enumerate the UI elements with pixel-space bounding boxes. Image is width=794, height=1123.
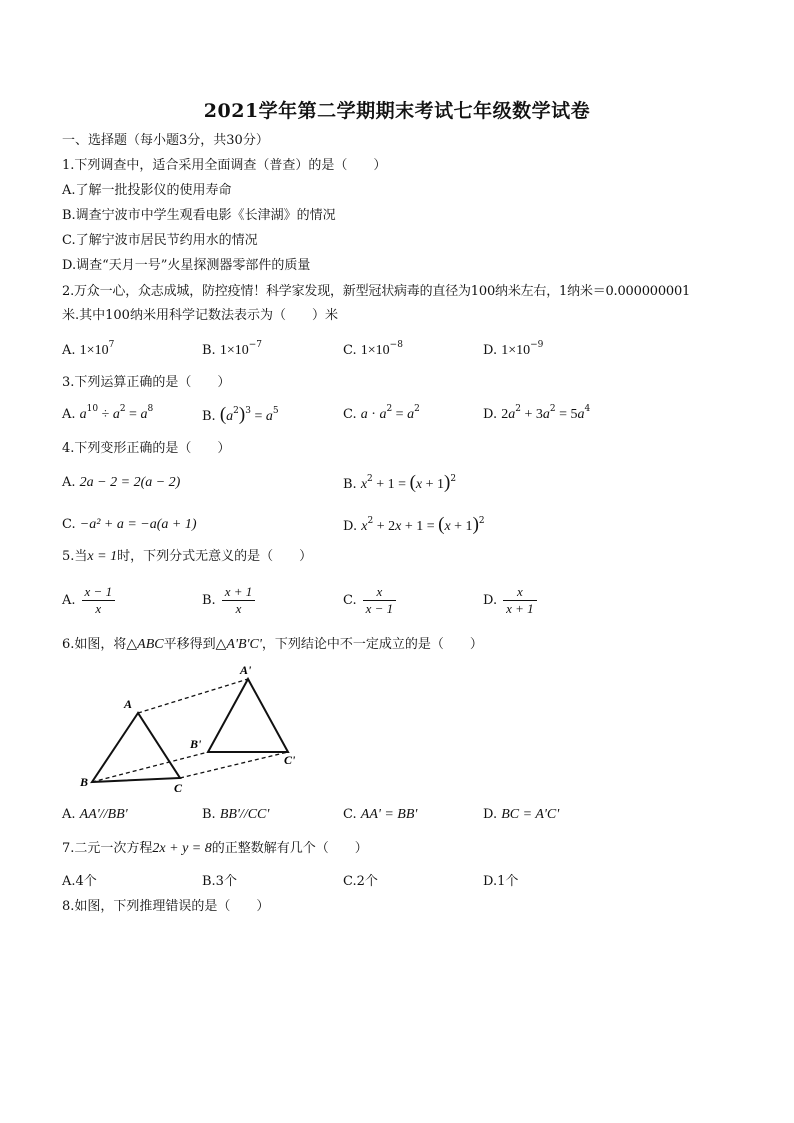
dashed-line-cc (180, 752, 288, 778)
label-a: A (124, 697, 133, 711)
q2-stem-line2: 米.其中100纳米用科学记数法表示为（ ）米 (62, 308, 338, 323)
triangle-abc (92, 713, 180, 782)
q6-stem: 6.如图，将△ABC平移得到△A'B'C'，下列结论中不一定成立的是（ ） (62, 637, 483, 652)
label-b: B (80, 775, 89, 789)
q2-option-a: A. $1\times 10^7$ (62, 340, 115, 358)
q5-option-d: D. $\frac{x}{x + 1}$ (483, 584, 537, 617)
q4-option-b: B. $x^2 + 1 = (x + 1)^2$ (343, 472, 457, 493)
label-c-prime: C' (284, 753, 296, 767)
q2-stem-line1: 2.万众一心，众志成城，防控疫情！科学家发现，新型冠状病毒的直径为100纳米左右，1纳米＝0.000000001 (62, 284, 691, 299)
label-b-prime: B' (190, 737, 202, 751)
q1-option-c: C.了解宁波市居民节约用水的情况 (62, 233, 258, 248)
q6-option-d: D. BC = A'C' (483, 807, 560, 822)
q2-option-c: C. $1\times 10^{-8}$ (343, 340, 403, 358)
q5-option-a: A. $\frac{x - 1}{x}$ (62, 584, 115, 617)
q2-option-b: B. $1\times 10^{-7}$ (202, 340, 263, 358)
section-heading: 一、选择题（每小题3分，共30分） (62, 133, 269, 148)
q1-option-b: B.调查宁波市中学生观看电影《长津湖》的情况 (62, 208, 336, 223)
q1-stem: 1.下列调查中，适合采用全面调查（普查）的是（ ） (62, 158, 387, 173)
translation-figure (70, 660, 330, 800)
q7-stem: 7.二元一次方程2x + y = 8的正整数解有几个（ ） (62, 841, 368, 856)
q4-option-d: D. $x^2 + 2x + 1 = (x + 1)^2$ (343, 514, 485, 535)
label-a-prime: A' (240, 663, 252, 677)
q1-option-a: A.了解一批投影仪的使用寿命 (62, 183, 232, 198)
q5-option-b: B. $\frac{x + 1}{x}$ (202, 584, 255, 617)
q6-option-c: C. AA' = BB' (343, 807, 418, 822)
q4-option-c: C. −a² + a = −a(a + 1) (62, 517, 197, 532)
q3-option-c: C. $a \cdot a^2 = a^2$ (343, 404, 420, 422)
label-c: C (174, 781, 183, 795)
q6-option-b: B. BB'//CC' (202, 807, 270, 822)
q5-stem: 5.当x = 1时，下列分式无意义的是（ ） (62, 549, 313, 564)
exam-title: 2021学年第二学期期末考试七年级数学试卷 (203, 100, 591, 122)
q3-option-d: D. $2a^2 + 3a^2 = 5a^4$ (483, 404, 591, 422)
q8-stem: 8.如图，下列推理错误的是（ ） (62, 899, 270, 914)
q3-option-b: B. $(a^2)^3 = a^5$ (202, 404, 279, 425)
q4-stem: 4.下列变形正确的是（ ） (62, 441, 231, 456)
q7-option-b: B.3个 (202, 874, 237, 889)
q3-stem: 3.下列运算正确的是（ ） (62, 375, 231, 390)
q3-option-a: A. $a^{10} \div a^2 = a^8$ (62, 404, 154, 422)
q4-option-a: A. 2a − 2 = 2(a − 2) (62, 475, 181, 490)
q2-option-d: D. $1\times 10^{-9}$ (483, 340, 544, 358)
q1-option-d: D.调查“天月一号”火星探测器零部件的质量 (62, 258, 311, 273)
q5-option-c: C. $\frac{x}{x - 1}$ (343, 584, 396, 617)
q7-option-a: A.4个 (62, 874, 97, 889)
q7-option-d: D.1个 (483, 874, 519, 889)
q7-option-c: C.2个 (343, 874, 378, 889)
triangle-abc-prime (208, 679, 288, 752)
q6-option-a: A. AA'//BB' (62, 807, 128, 822)
